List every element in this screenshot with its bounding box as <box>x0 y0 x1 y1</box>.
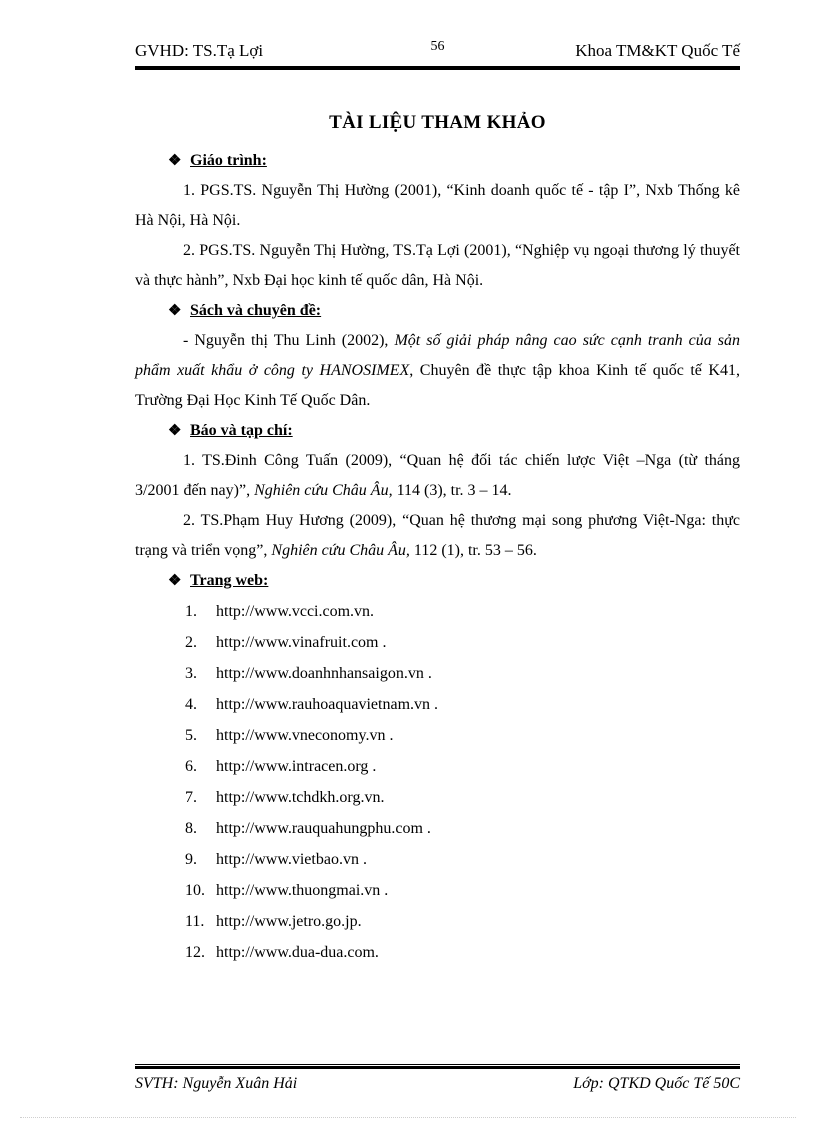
website-link: http://www.jetro.go.jp. <box>216 913 362 930</box>
list-item: 8. http://www.rauquahungphu.com . <box>185 820 431 837</box>
header-divider <box>135 66 740 70</box>
reference-item: 2. TS.Phạm Huy Hương (2009), “Quan hệ thương mại song phương Việt-Nga: thực trạng và triển vọng”, Nghiên cứu Châu Âu, 112 (1), tr. 53 – 56. <box>135 512 740 559</box>
diamond-bullet-icon: ❖ <box>168 423 182 439</box>
document-body <box>135 112 740 968</box>
list-item: 1. http://www.vcci.com.vn. <box>185 603 375 620</box>
diamond-bullet-icon: ❖ <box>168 573 182 589</box>
list-item: 9. http://www.vietbao.vn . <box>185 851 367 868</box>
footer-class: Lớp: QTKD Quốc Tế 50C <box>573 1075 740 1092</box>
list-item: 3. http://www.doanhnhansaigon.vn . <box>185 665 432 682</box>
footer-divider <box>135 1064 740 1069</box>
footer-student: SVTH: Nguyễn Xuân Hải <box>135 1075 298 1092</box>
section-heading-websites: ❖ Trang web: <box>168 566 740 596</box>
diamond-bullet-icon: ❖ <box>168 303 182 319</box>
page-title: TÀI LIỆU THAM KHẢO <box>329 112 546 133</box>
list-item: 11. http://www.jetro.go.jp. <box>185 913 362 930</box>
page-header <box>135 38 740 64</box>
reference-item: 1. TS.Đinh Công Tuấn (2009), “Quan hệ đối tác chiến lược Việt –Nga (từ tháng 3/2001 đến nay)”, Nghiên cứu Châu Âu, 114 (3), tr. 3 – 14. <box>135 452 740 499</box>
website-list <box>135 596 740 968</box>
list-item: 6. http://www.intracen.org . <box>185 758 377 775</box>
reference-item: - Nguyễn thị Thu Linh (2002), Một số giải pháp nâng cao sức cạnh tranh của sản phẩm xuất khẩu ở công ty HANOSIMEX, Chuyên đề thực tập khoa Kinh tế quốc tế K41, Trường Đại Học Kinh Tế Quốc Dân. <box>135 332 740 409</box>
section-heading-textbooks: ❖ Giáo trình: <box>168 146 740 176</box>
website-link: http://www.rauhoaquavietnam.vn . <box>216 696 439 713</box>
reference-item: 2. PGS.TS. Nguyễn Thị Hường, TS.Tạ Lợi (2001), “Nghiệp vụ ngoại thương lý thuyết và thực hành”, Nxb Đại học kinh tế quốc dân, Hà Nội. <box>135 242 740 289</box>
section-heading-journals: ❖ Báo và tạp chí: <box>168 416 740 446</box>
website-link: http://www.vinafruit.com . <box>216 634 387 651</box>
list-item: 2. http://www.vinafruit.com . <box>185 634 387 651</box>
page-number: 56 <box>430 39 445 54</box>
list-item: 12. http://www.dua-dua.com. <box>185 944 379 961</box>
section-heading-books: ❖ Sách và chuyên đề: <box>168 296 740 326</box>
reference-item: 1. PGS.TS. Nguyễn Thị Hường (2001), “Kinh doanh quốc tế - tập I”, Nxb Thống kê Hà Nội, Hà Nội. <box>135 182 740 229</box>
diamond-bullet-icon: ❖ <box>168 153 182 169</box>
list-item: 5. http://www.vneconomy.vn . <box>185 727 394 744</box>
website-link: http://www.vneconomy.vn . <box>216 727 394 744</box>
website-link: http://www.vcci.com.vn. <box>216 603 375 620</box>
list-item: 7. http://www.tchdkh.org.vn. <box>185 789 385 806</box>
website-link: http://www.vietbao.vn . <box>216 851 367 868</box>
page-footer <box>135 1072 740 1096</box>
list-item: 4. http://www.rauhoaquavietnam.vn . <box>185 696 439 713</box>
list-item: 10. http://www.thuongmai.vn . <box>185 882 389 899</box>
website-link: http://www.thuongmai.vn . <box>216 882 389 899</box>
header-department: Khoa TM&KT Quốc Tế <box>575 41 740 60</box>
header-advisor: GVHD: TS.Tạ Lợi <box>135 41 264 60</box>
website-link: http://www.intracen.org . <box>216 758 377 775</box>
website-link: http://www.doanhnhansaigon.vn . <box>216 665 432 682</box>
website-link: http://www.dua-dua.com. <box>216 944 379 961</box>
website-link: http://www.tchdkh.org.vn. <box>216 789 385 806</box>
website-link: http://www.rauquahungphu.com . <box>216 820 431 837</box>
page-bottom-edge <box>20 1117 796 1118</box>
